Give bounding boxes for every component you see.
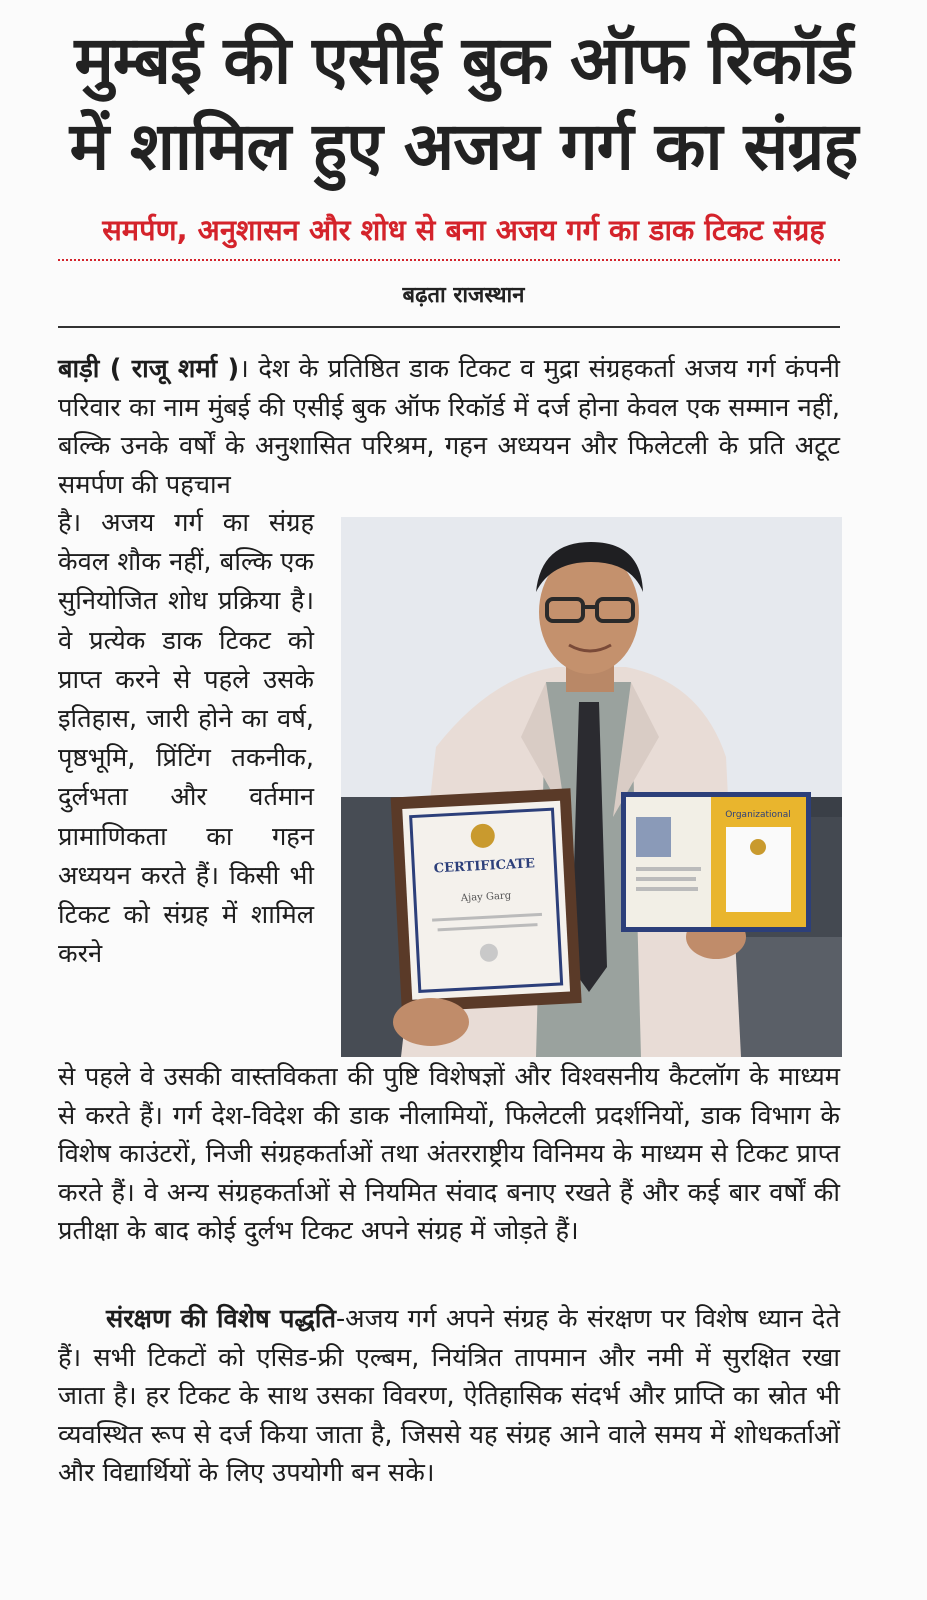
certificate-name: Ajay Garg [460, 890, 512, 905]
paragraph-3-heading: संरक्षण की विशेष पद्धति [106, 1304, 336, 1334]
paragraph-2: से पहले वे उसकी वास्तविकता की पुष्टि विशेषज्ञों और विश्वसनीय कैटलॉग के माध्यम से करते हैं। गर्ग देश-विदेश की डाक नीलामियों, फिलेटली प्रदर्शनियों, डाक विभाग के विशेष काउंटरों, निजी संग्रहकर्ताओं तथा अंतरराष्ट्रीय विनिमय के माध्यम से टिकट प्राप्त करते हैं। वे अन्य संग्रहकर्ताओं से नियमित संवाद बनाए रखते हैं और कई बार वर्षों की प्रतीक्षा के बाद कोई दुर्लभ टिकट अपने संग्रह में जोड़ते हैं। [58, 1062, 840, 1246]
headline [40, 18, 887, 190]
headline-line-2: में शामिल हुए अजय गर्ग का संग्रह [69, 108, 858, 185]
article-photo [341, 517, 842, 1057]
certificate-title: CERTIFICATE [433, 856, 536, 877]
book-cover-title: Organizational [725, 810, 791, 820]
dateline: बाड़ी ( राजू शर्मा ) [58, 354, 240, 384]
paragraph-1 [58, 350, 840, 504]
paragraph-3-text: -अजय गर्ग अपने संग्रह के संरक्षण पर विशेष ध्यान देते हैं। सभी टिकटों को एसिड-फ्री एल्बम, नियंत्रित तापमान और नमी में सुरक्षित रखा जाता है। हर टिकट के साथ उसका विवरण, ऐतिहासिक संदर्भ और प्राप्ति का स्रोत भी व्यवस्थित रूप से दर्ज किया जाता है, जिससे यह संग्रह आने वाले समय में शोधकर्ताओं और विद्यार्थियों के लिए उपयोगी बन सके। [58, 1304, 840, 1488]
paragraph-3 [58, 1300, 840, 1493]
paragraph-1-continued: है। अजय गर्ग का संग्रह केवल शौक नहीं, बल्कि एक सुनियोजित शोध प्रक्रिया है। वे प्रत्येक डाक टिकट को प्राप्त करने से पहले उसके इतिहास, जारी होने का वर्ष, पृष्ठभूमि, प्रिंटिंग तकनीक, दुर्लभता और वर्तमान प्रामाणिकता का गहन अध्ययन करते हैं। किसी भी टिकट को संग्रह में शामिल करने [58, 508, 314, 970]
source-credit: बढ़ता राजस्थान [402, 283, 525, 308]
headline-line-1: मुम्बई की एसीई बुक ऑफ रिकॉर्ड [74, 22, 853, 99]
subheadline: समर्पण, अनुशासन और शोध से बना अजय गर्ग का डाक टिकट संग्रह [102, 213, 825, 247]
paragraph-1-text: । देश के प्रतिष्ठित डाक टिकट व मुद्रा संग्रहकर्ता अजय गर्ग कंपनी परिवार का नाम मुंबई की एसीई बुक ऑफ रिकॉर्ड में दर्ज होना केवल एक सम्मान नहीं, बल्कि उनके वर्षों के अनुशासित परिश्रम, गहन अध्ययन और फिलेटली के प्रति अटूट समर्पण की पहचान [58, 354, 840, 500]
solid-divider [58, 326, 840, 328]
dotted-divider [58, 259, 840, 261]
